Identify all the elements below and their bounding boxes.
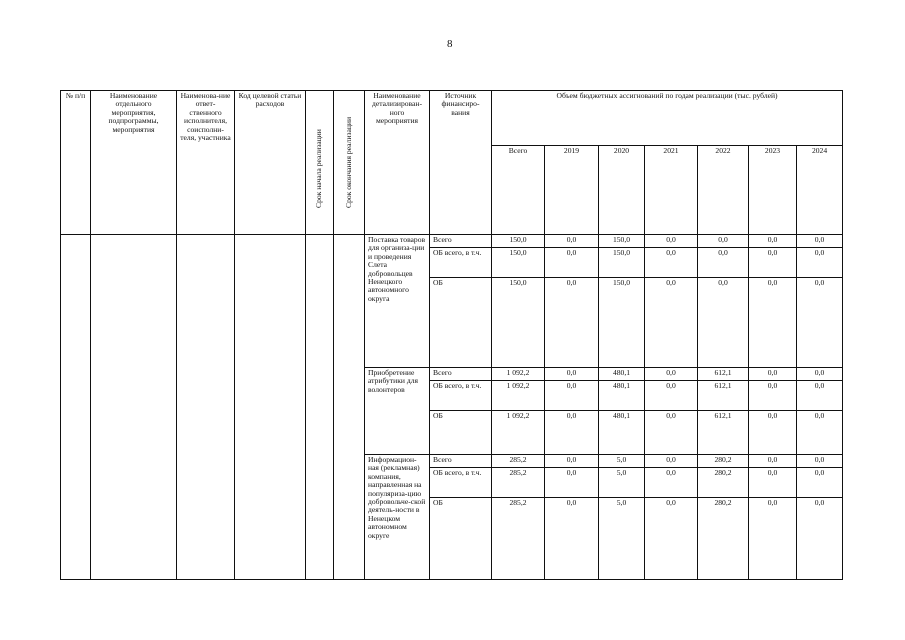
value-cell: 0,0: [645, 248, 698, 278]
header-event-name: Наименование отдельного мероприятия, подпрограммы, мероприятия: [91, 91, 177, 235]
value-cell: 0,0: [645, 381, 698, 411]
value-cell: 150,0: [492, 235, 545, 248]
source-cell: Всего: [430, 235, 492, 248]
header-year: 2020: [599, 146, 645, 235]
empty-cell: [61, 235, 91, 580]
value-cell: 0,0: [749, 498, 797, 580]
header-num: № п/п: [61, 91, 91, 235]
detail-name: Приобретение атрибутики для волонтеров: [365, 368, 430, 455]
value-cell: 280,2: [698, 468, 749, 498]
value-cell: 285,2: [492, 498, 545, 580]
header-year: 2019: [545, 146, 599, 235]
value-cell: 0,0: [545, 411, 599, 455]
value-cell: 0,0: [698, 235, 749, 248]
source-cell: ОБ всего, в т.ч.: [430, 248, 492, 278]
value-cell: 280,2: [698, 498, 749, 580]
value-cell: 5,0: [599, 455, 645, 468]
table-row: [61, 235, 843, 248]
value-cell: 0,0: [797, 381, 843, 411]
value-cell: 150,0: [599, 235, 645, 248]
header-year: 2021: [645, 146, 698, 235]
value-cell: 480,1: [599, 381, 645, 411]
value-cell: 0,0: [797, 235, 843, 248]
value-cell: 0,0: [749, 381, 797, 411]
header-year: 2023: [749, 146, 797, 235]
header-code: Код целевой статьи расходов: [235, 91, 306, 235]
source-cell: Всего: [430, 368, 492, 381]
value-cell: 0,0: [749, 368, 797, 381]
value-cell: 0,0: [797, 278, 843, 368]
value-cell: 1 092,2: [492, 381, 545, 411]
value-cell: 0,0: [797, 468, 843, 498]
header-year: Всего: [492, 146, 545, 235]
value-cell: 0,0: [698, 248, 749, 278]
value-cell: 612,1: [698, 381, 749, 411]
empty-cell: [334, 235, 365, 580]
source-cell: ОБ: [430, 411, 492, 455]
value-cell: 0,0: [749, 235, 797, 248]
page-number: 8: [447, 38, 453, 50]
value-cell: 0,0: [749, 455, 797, 468]
value-cell: 280,2: [698, 455, 749, 468]
source-cell: ОБ: [430, 498, 492, 580]
source-cell: Всего: [430, 455, 492, 468]
value-cell: 0,0: [545, 468, 599, 498]
header-year: 2022: [698, 146, 749, 235]
value-cell: 0,0: [545, 498, 599, 580]
value-cell: 480,1: [599, 368, 645, 381]
empty-cell: [177, 235, 235, 580]
header-budget: Объем бюджетных ассигнований по годам реализации (тыс. рублей): [492, 91, 843, 146]
value-cell: 285,2: [492, 455, 545, 468]
value-cell: 0,0: [797, 248, 843, 278]
value-cell: 1 092,2: [492, 368, 545, 381]
value-cell: 0,0: [797, 498, 843, 580]
header-detail: Наименование детализирован-ного мероприятия: [365, 91, 430, 235]
value-cell: 150,0: [599, 278, 645, 368]
value-cell: 0,0: [749, 468, 797, 498]
value-cell: 1 092,2: [492, 411, 545, 455]
header-start-cell: [306, 91, 334, 235]
value-cell: 5,0: [599, 498, 645, 580]
value-cell: 0,0: [645, 368, 698, 381]
detail-name: Информацион-ная (рекламная) компания, направленная на популяриза-цию добровольче-ской деятель-ности в Ненецком автономном округе: [365, 455, 430, 580]
header-year: 2024: [797, 146, 843, 235]
header-executor: Наименова-ние ответ-ственного исполнителя, соисполни-теля, участника: [177, 91, 235, 235]
value-cell: 480,1: [599, 411, 645, 455]
value-cell: 612,1: [698, 368, 749, 381]
budget-table: [60, 90, 843, 580]
header-end-cell: [334, 91, 365, 235]
value-cell: 150,0: [599, 248, 645, 278]
value-cell: 0,0: [545, 248, 599, 278]
value-cell: 0,0: [545, 455, 599, 468]
value-cell: 0,0: [645, 455, 698, 468]
value-cell: 150,0: [492, 278, 545, 368]
value-cell: 0,0: [645, 235, 698, 248]
empty-cell: [91, 235, 177, 580]
source-cell: ОБ всего, в т.ч.: [430, 468, 492, 498]
detail-name: Поставка товаров для организа-ции и проведения Слета добровольцев Ненецкого автономного округа: [365, 235, 430, 368]
value-cell: 0,0: [545, 381, 599, 411]
value-cell: 0,0: [645, 278, 698, 368]
value-cell: 0,0: [749, 278, 797, 368]
value-cell: 0,0: [545, 278, 599, 368]
value-cell: 0,0: [645, 498, 698, 580]
value-cell: 0,0: [645, 411, 698, 455]
value-cell: 0,0: [698, 278, 749, 368]
value-cell: 0,0: [797, 411, 843, 455]
empty-cell: [306, 235, 334, 580]
value-cell: 0,0: [545, 235, 599, 248]
value-cell: 5,0: [599, 468, 645, 498]
value-cell: 0,0: [749, 248, 797, 278]
value-cell: 612,1: [698, 411, 749, 455]
value-cell: 150,0: [492, 248, 545, 278]
header-start: Срок начала реализации: [314, 129, 324, 208]
value-cell: 0,0: [749, 411, 797, 455]
value-cell: 285,2: [492, 468, 545, 498]
source-cell: ОБ всего, в т.ч.: [430, 381, 492, 411]
empty-cell: [235, 235, 306, 580]
value-cell: 0,0: [545, 368, 599, 381]
value-cell: 0,0: [645, 468, 698, 498]
value-cell: 0,0: [797, 455, 843, 468]
source-cell: ОБ: [430, 278, 492, 368]
value-cell: 0,0: [797, 368, 843, 381]
header-end: Срок окончания реализации: [343, 116, 353, 208]
header-source: Источник финансиро-вания: [430, 91, 492, 235]
